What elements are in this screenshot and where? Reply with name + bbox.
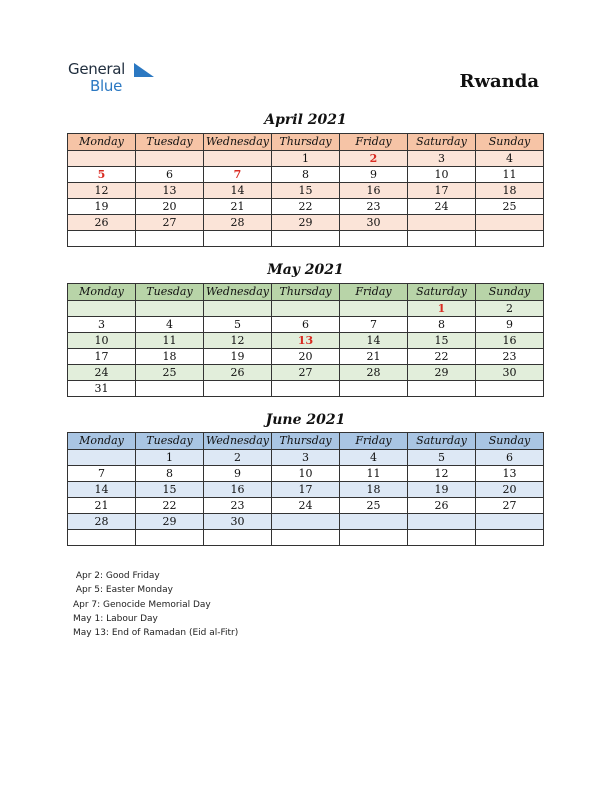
day-cell — [408, 231, 476, 247]
day-cell: 14 — [340, 333, 408, 349]
day-cell: 29 — [136, 514, 204, 530]
calendar-may — [67, 283, 544, 397]
weekday-header: Thursday — [272, 284, 340, 301]
day-cell: 2 — [204, 450, 272, 466]
day-cell — [408, 514, 476, 530]
day-cell: 24 — [272, 498, 340, 514]
holiday-list — [73, 569, 238, 640]
day-cell: 11 — [340, 466, 408, 482]
day-cell: 19 — [68, 199, 136, 215]
day-cell: 27 — [136, 215, 204, 231]
day-cell: 24 — [408, 199, 476, 215]
day-cell: 30 — [340, 215, 408, 231]
week-row — [68, 333, 544, 349]
day-cell: 17 — [272, 482, 340, 498]
weekday-header: Friday — [340, 433, 408, 450]
day-cell — [68, 450, 136, 466]
day-cell — [476, 231, 544, 247]
holiday-item: Apr 7: Genocide Memorial Day — [73, 599, 211, 610]
week-row — [68, 514, 544, 530]
day-cell — [272, 381, 340, 397]
day-cell: 13 — [136, 183, 204, 199]
day-cell: 28 — [340, 365, 408, 381]
day-cell: 5 — [408, 450, 476, 466]
day-cell: 18 — [136, 349, 204, 365]
day-cell: 24 — [68, 365, 136, 381]
weekday-header: Thursday — [272, 433, 340, 450]
day-cell — [476, 514, 544, 530]
day-cell: 6 — [272, 317, 340, 333]
country-title: Rwanda — [459, 71, 539, 92]
day-cell: 31 — [68, 381, 136, 397]
day-cell: 4 — [476, 151, 544, 167]
day-cell: 19 — [408, 482, 476, 498]
weekday-header: Monday — [68, 433, 136, 450]
month-title-may: May 2021 — [267, 262, 344, 278]
day-cell: 18 — [476, 183, 544, 199]
day-cell: 18 — [340, 482, 408, 498]
day-cell: 11 — [476, 167, 544, 183]
day-cell — [408, 215, 476, 231]
day-cell — [408, 530, 476, 546]
week-row — [68, 183, 544, 199]
weekday-header: Thursday — [272, 134, 340, 151]
weekday-header: Sunday — [476, 134, 544, 151]
day-cell: 23 — [476, 349, 544, 365]
holiday-item: Apr 5: Easter Monday — [73, 585, 173, 596]
month-title-june: June 2021 — [265, 412, 346, 428]
day-cell — [340, 301, 408, 317]
day-cell: 8 — [136, 466, 204, 482]
day-cell: 28 — [68, 514, 136, 530]
day-cell: 2 — [476, 301, 544, 317]
day-cell: 20 — [136, 199, 204, 215]
day-cell: 25 — [340, 498, 408, 514]
day-cell — [204, 231, 272, 247]
weekday-header-row — [68, 433, 544, 450]
weekday-header: Sunday — [476, 284, 544, 301]
week-row — [68, 482, 544, 498]
day-cell: 21 — [68, 498, 136, 514]
weekday-header: Monday — [68, 284, 136, 301]
week-row — [68, 301, 544, 317]
week-row — [68, 215, 544, 231]
day-cell — [204, 151, 272, 167]
week-row — [68, 466, 544, 482]
day-cell — [340, 514, 408, 530]
week-row — [68, 167, 544, 183]
day-cell — [272, 301, 340, 317]
day-cell — [136, 301, 204, 317]
day-cell: 6 — [476, 450, 544, 466]
calendar-june — [67, 432, 544, 546]
day-cell: 12 — [204, 333, 272, 349]
day-cell: 15 — [136, 482, 204, 498]
weekday-header: Tuesday — [136, 134, 204, 151]
day-cell — [272, 231, 340, 247]
day-cell: 13 — [476, 466, 544, 482]
week-row — [68, 381, 544, 397]
generalblue-logo — [68, 60, 168, 96]
day-cell — [204, 381, 272, 397]
day-cell: 12 — [408, 466, 476, 482]
weekday-header: Tuesday — [136, 433, 204, 450]
week-row — [68, 231, 544, 247]
day-cell: 9 — [204, 466, 272, 482]
day-cell — [476, 381, 544, 397]
day-cell: 30 — [476, 365, 544, 381]
day-cell — [408, 381, 476, 397]
day-cell: 8 — [408, 317, 476, 333]
day-cell — [476, 215, 544, 231]
weekday-header: Saturday — [408, 433, 476, 450]
week-row — [68, 450, 544, 466]
day-cell: 15 — [272, 183, 340, 199]
weekday-header: Sunday — [476, 433, 544, 450]
day-cell: 3 — [408, 151, 476, 167]
week-row — [68, 317, 544, 333]
day-cell: 21 — [204, 199, 272, 215]
day-cell: 1 — [408, 301, 476, 317]
day-cell — [68, 530, 136, 546]
day-cell: 7 — [340, 317, 408, 333]
day-cell: 26 — [204, 365, 272, 381]
weekday-header-row — [68, 134, 544, 151]
weekday-header: Friday — [340, 134, 408, 151]
logo-triangle-icon — [134, 63, 154, 77]
day-cell: 6 — [136, 167, 204, 183]
day-cell: 16 — [340, 183, 408, 199]
day-cell: 5 — [68, 167, 136, 183]
day-cell: 30 — [204, 514, 272, 530]
day-cell: 17 — [408, 183, 476, 199]
day-cell: 13 — [272, 333, 340, 349]
day-cell: 9 — [340, 167, 408, 183]
day-cell: 26 — [68, 215, 136, 231]
day-cell — [340, 530, 408, 546]
day-cell: 16 — [204, 482, 272, 498]
day-cell: 4 — [340, 450, 408, 466]
calendar-april — [67, 133, 544, 247]
holiday-item: May 13: End of Ramadan (Eid al-Fitr) — [73, 628, 239, 639]
day-cell — [476, 530, 544, 546]
day-cell: 3 — [272, 450, 340, 466]
day-cell: 14 — [68, 482, 136, 498]
day-cell: 22 — [136, 498, 204, 514]
month-title-april: April 2021 — [264, 112, 347, 128]
day-cell: 5 — [204, 317, 272, 333]
day-cell: 7 — [204, 167, 272, 183]
week-row — [68, 498, 544, 514]
day-cell — [136, 530, 204, 546]
week-row — [68, 349, 544, 365]
day-cell — [340, 381, 408, 397]
day-cell: 29 — [408, 365, 476, 381]
day-cell: 25 — [136, 365, 204, 381]
day-cell — [68, 231, 136, 247]
day-cell: 10 — [408, 167, 476, 183]
day-cell: 14 — [204, 183, 272, 199]
day-cell: 27 — [476, 498, 544, 514]
day-cell: 9 — [476, 317, 544, 333]
day-cell — [204, 530, 272, 546]
day-cell: 25 — [476, 199, 544, 215]
week-row — [68, 151, 544, 167]
day-cell — [68, 301, 136, 317]
day-cell: 7 — [68, 466, 136, 482]
week-row — [68, 199, 544, 215]
day-cell — [68, 151, 136, 167]
day-cell: 20 — [272, 349, 340, 365]
day-cell: 2 — [340, 151, 408, 167]
weekday-header: Tuesday — [136, 284, 204, 301]
day-cell: 8 — [272, 167, 340, 183]
day-cell: 4 — [136, 317, 204, 333]
day-cell: 28 — [204, 215, 272, 231]
day-cell — [136, 231, 204, 247]
day-cell: 1 — [272, 151, 340, 167]
week-row — [68, 365, 544, 381]
logo-text-blue: Blue — [90, 77, 122, 95]
day-cell: 19 — [204, 349, 272, 365]
day-cell — [136, 381, 204, 397]
weekday-header: Monday — [68, 134, 136, 151]
day-cell: 20 — [476, 482, 544, 498]
day-cell: 1 — [136, 450, 204, 466]
day-cell: 27 — [272, 365, 340, 381]
week-row — [68, 530, 544, 546]
day-cell: 10 — [272, 466, 340, 482]
day-cell — [272, 514, 340, 530]
day-cell: 22 — [272, 199, 340, 215]
day-cell: 3 — [68, 317, 136, 333]
holiday-item: May 1: Labour Day — [73, 613, 158, 624]
day-cell: 11 — [136, 333, 204, 349]
day-cell: 29 — [272, 215, 340, 231]
day-cell — [136, 151, 204, 167]
logo-text-general: General — [68, 60, 126, 78]
day-cell — [340, 231, 408, 247]
holiday-item: Apr 2: Good Friday — [73, 571, 160, 581]
weekday-header: Friday — [340, 284, 408, 301]
day-cell — [204, 301, 272, 317]
day-cell: 12 — [68, 183, 136, 199]
weekday-header: Saturday — [408, 134, 476, 151]
day-cell: 15 — [408, 333, 476, 349]
day-cell: 21 — [340, 349, 408, 365]
day-cell: 26 — [408, 498, 476, 514]
day-cell: 22 — [408, 349, 476, 365]
day-cell — [272, 530, 340, 546]
weekday-header-row — [68, 284, 544, 301]
day-cell: 16 — [476, 333, 544, 349]
weekday-header: Wednesday — [204, 284, 272, 301]
weekday-header: Wednesday — [204, 433, 272, 450]
day-cell: 23 — [340, 199, 408, 215]
day-cell: 23 — [204, 498, 272, 514]
weekday-header: Wednesday — [204, 134, 272, 151]
day-cell: 17 — [68, 349, 136, 365]
weekday-header: Saturday — [408, 284, 476, 301]
day-cell: 10 — [68, 333, 136, 349]
